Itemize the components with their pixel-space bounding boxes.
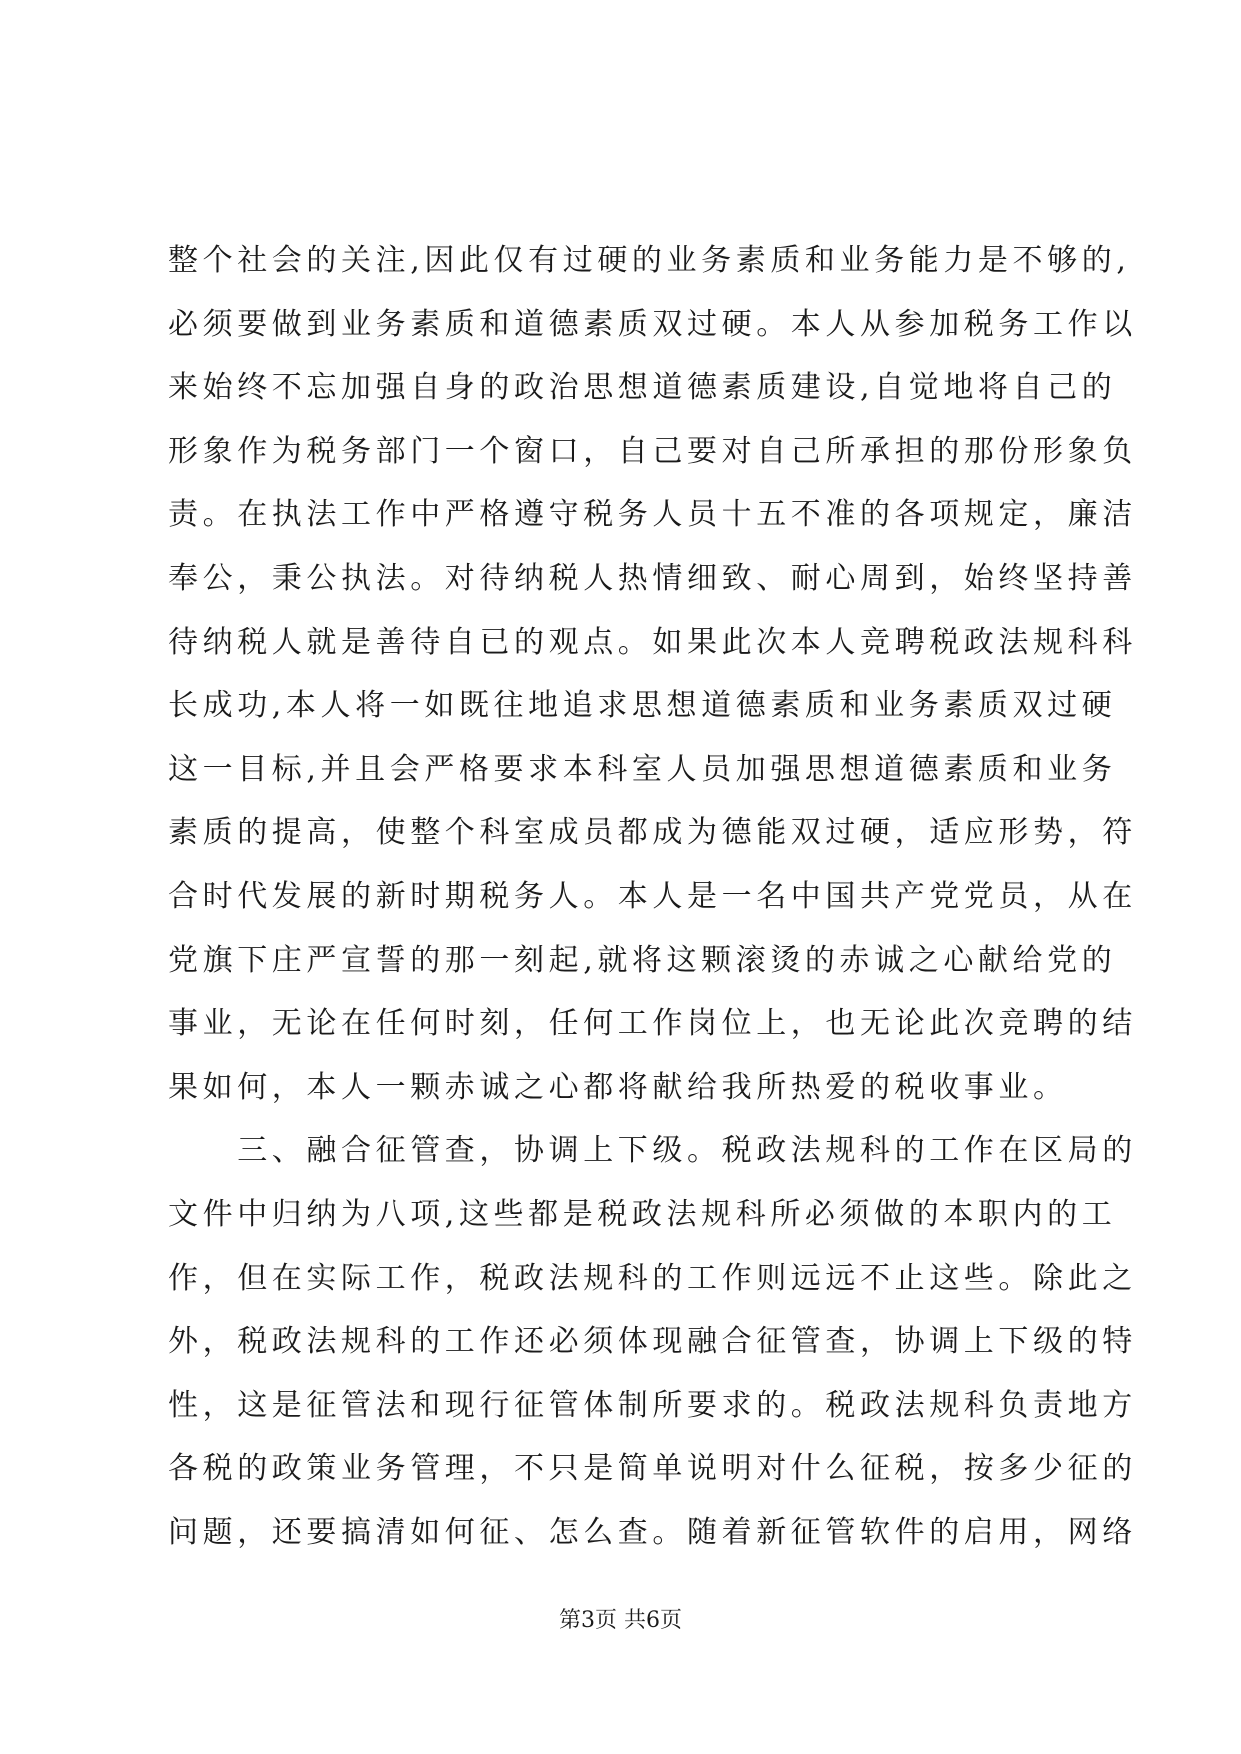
text-line: 果如何，本人一颗赤诚之心都将献给我所热爱的税收事业。 [168,1069,1068,1105]
text-line: 外，税政法规科的工作还必须体现融合征管查，协调上下级的特 [168,1324,1137,1360]
text-line: 整个社会的关注,因此仅有过硬的业务素质和业务能力是不够的, [168,243,1131,278]
text-line: 必须要做到业务素质和道德素质双过硬。本人从参加税务工作以 [168,306,1137,342]
text-line: 性，这是征管法和现行征管体制所要求的。税政法规科负责地方 [168,1387,1137,1423]
text-line: 素质的提高，使整个科室成员都成为德能双过硬，适应形势，符 [168,815,1137,851]
text-line: 来始终不忘加强自身的政治思想道德素质建设,自觉地将自己的 [168,370,1117,406]
page-number-footer: 第3页 共6页 [559,1608,682,1633]
text-line: 待纳税人就是善待自已的观点。如果此次本人竞聘税政法规科科 [168,624,1137,660]
text-line: 合时代发展的新时期税务人。本人是一名中国共产党党员，从在 [168,878,1137,914]
body-text [168,229,1137,1564]
text-line: 长成功,本人将一如既往地追求思想道德素质和业务素质双过硬 [168,688,1117,724]
text-line: 责。在执法工作中严格遵守税务人员十五不准的各项规定，廉洁 [168,497,1137,533]
text-line: 文件中归纳为八项,这些都是税政法规科所必须做的本职内的工 [168,1196,1117,1232]
text-line: 这一目标,并且会严格要求本科室人员加强思想道德素质和业务 [168,751,1117,787]
text-line: 奉公，秉公执法。对待纳税人热情细致、耐心周到，始终坚持善 [168,560,1137,596]
text-line: 三、融合征管查，协调上下级。税政法规科的工作在区局的 [168,1133,1137,1169]
text-line: 作，但在实际工作，税政法规科的工作则远远不止这些。除此之 [168,1260,1137,1296]
text-line: 各税的政策业务管理，不只是简单说明对什么征税，按多少征的 [168,1451,1137,1487]
text-line: 事业，无论在任何时刻，任何工作岗位上，也无论此次竞聘的结 [168,1006,1137,1042]
text-line: 形象作为税务部门一个窗口，自己要对自己所承担的那份形象负 [168,433,1137,469]
text-line: 党旗下庄严宣誓的那一刻起,就将这颗滚烫的赤诚之心献给党的 [168,942,1117,978]
text-line: 问题，还要搞清如何征、怎么查。随着新征管软件的启用，网络 [168,1514,1137,1550]
